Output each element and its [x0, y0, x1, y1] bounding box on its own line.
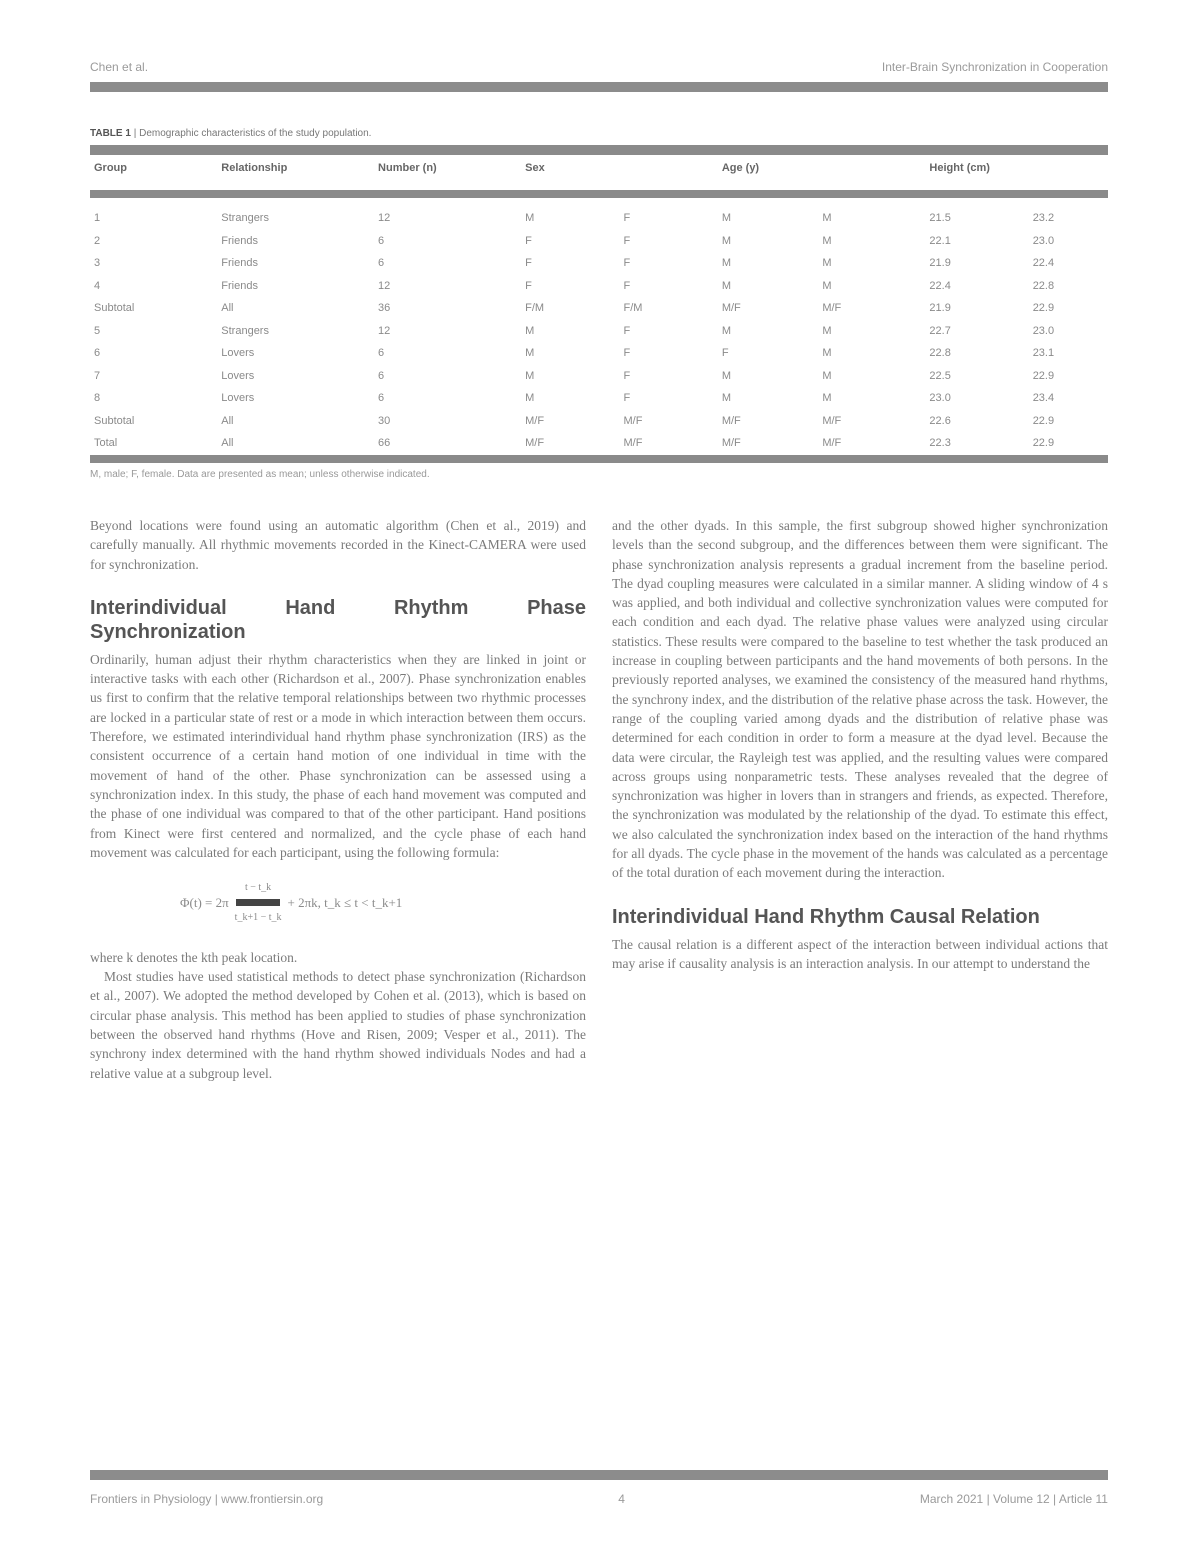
paragraph: Most studies have used statistical methods to detect phase synchronization (Richardson et al., 2007). We adopted the method developed by Cohen et al. (2013), which is based on circular phase analysis. This method has been applied to studies of phase synchronization between the observed hand rhythms (Hove and Risen, 2009; Vesper et al., 2011). The synchrony index determined with the hand rhythm showed individuals Nodes and had a relative value at a subgroup level.: [90, 969, 586, 1081]
table-header-rule: [90, 190, 1108, 198]
table-cell: Strangers: [221, 212, 269, 225]
table-cell: 22.9: [1032, 369, 1055, 382]
table-cell: M: [822, 369, 832, 382]
table-cell: F: [623, 369, 631, 382]
table-cell: 23.2: [1032, 212, 1055, 225]
table-cell: F: [721, 347, 729, 360]
table-cell: Lovers: [221, 392, 255, 405]
table-cell: Friends: [221, 257, 258, 270]
table-cell: 22.8: [1032, 279, 1055, 292]
table-row: [90, 230, 1108, 253]
table-cell: 21.5: [929, 212, 951, 225]
table-cell: 30: [378, 414, 391, 427]
equation-left: Φ(t) = 2π: [180, 895, 229, 911]
table-row: [90, 207, 1108, 230]
table-cell: 6: [378, 257, 385, 270]
table-cell: F: [623, 234, 631, 247]
table-cell: M/F: [623, 414, 643, 427]
table-cell: F: [623, 257, 631, 270]
table-cell: 22.9: [1032, 414, 1055, 427]
table-cell: 6: [378, 392, 385, 405]
table-cell: 22.7: [929, 324, 951, 337]
table-caption-text: | Demographic characteristics of the study population.: [133, 128, 372, 139]
table-cell: M/F: [822, 437, 842, 450]
table-footnote: M, male; F, female. Data are presented as mean; unless otherwise indicated.: [90, 468, 430, 480]
table-cell: 6: [378, 234, 385, 247]
table-cell: 21.9: [929, 302, 951, 315]
page-footer: [90, 1492, 1108, 1506]
table-cell: 12: [378, 324, 391, 337]
table-bottom-rule: [90, 455, 1108, 463]
table-cell: F: [623, 324, 631, 337]
table-cell: 22.8: [929, 347, 951, 360]
table-cell: 12: [378, 279, 391, 292]
table-cell: M/F: [525, 414, 545, 427]
table-cell: M: [822, 234, 832, 247]
table-cell: Subtotal: [94, 414, 135, 427]
table-cell: Lovers: [221, 369, 255, 382]
table-cell: F: [623, 392, 631, 405]
header-cell: [1029, 155, 1108, 181]
table-cell: 21.9: [929, 257, 951, 270]
table-body: [90, 207, 1108, 455]
header-cell: Number (n): [378, 162, 437, 174]
table-cell: 23.4: [1032, 392, 1055, 405]
table-cell: M/F: [721, 414, 741, 427]
table-cell: M: [721, 257, 731, 270]
paragraph: where k denotes the kth peak location.: [90, 949, 298, 965]
table-cell: M: [525, 347, 535, 360]
running-head: [90, 60, 1108, 74]
left-column: [90, 516, 586, 1083]
table-row: [90, 252, 1108, 275]
table-row: [90, 410, 1108, 433]
table-cell: 6: [378, 347, 385, 360]
table-cell: M: [822, 392, 832, 405]
header-cell: Relationship: [221, 162, 288, 174]
table-cell: 1: [94, 212, 101, 225]
table-cell: M: [525, 392, 535, 405]
table-cell: F/M: [623, 302, 643, 315]
table-cell: M/F: [623, 437, 643, 450]
header-cell: Group: [94, 162, 127, 174]
table-cell: 6: [378, 369, 385, 382]
footer-rule: [90, 1470, 1108, 1480]
section-heading-phase-sync: Interindividual Hand Rhythm Phase Synchronization: [90, 596, 586, 643]
table-cell: 4: [94, 279, 101, 292]
table-cell: M: [721, 369, 731, 382]
equation-right: + 2πk, t_k ≤ t < t_k+1: [287, 895, 403, 911]
table-cell: M: [721, 324, 731, 337]
table-cell: F: [623, 347, 631, 360]
table-row: [90, 297, 1108, 320]
equation-fraction: [235, 878, 282, 928]
section-heading-causal-relation: Interindividual Hand Rhythm Causal Relation: [612, 905, 1040, 928]
table-row: [90, 275, 1108, 298]
table-caption-label: TABLE 1: [90, 128, 131, 139]
table-cell: 23.1: [1032, 347, 1055, 360]
table-cell: M: [525, 212, 535, 225]
table-cell: Friends: [221, 279, 258, 292]
table-cell: M/F: [721, 302, 741, 315]
table-cell: M: [822, 212, 832, 225]
table-row: [90, 387, 1108, 410]
table-cell: 23.0: [1032, 324, 1055, 337]
table-cell: 22.5: [929, 369, 951, 382]
table-cell: M/F: [525, 437, 545, 450]
table-cell: M: [721, 234, 731, 247]
table-cell: M: [721, 392, 731, 405]
table-cell: M: [822, 279, 832, 292]
table-cell: 36: [378, 302, 391, 315]
table-cell: F: [525, 257, 532, 270]
table-cell: 66: [378, 437, 391, 450]
header-cell: Height (cm): [929, 162, 990, 174]
table-cell: All: [221, 437, 234, 450]
table-cell: F: [525, 279, 532, 292]
page-number: 4: [618, 1492, 625, 1506]
table-cell: 22.9: [1032, 437, 1055, 450]
table-cell: Strangers: [221, 324, 269, 337]
table-cell: M: [721, 212, 731, 225]
table-row: [90, 365, 1108, 388]
table-row: [90, 432, 1108, 455]
footer-journal: Frontiers in Physiology | www.frontiersin.org: [90, 1492, 324, 1506]
table-cell: 22.4: [929, 279, 951, 292]
table-cell: F: [623, 279, 631, 292]
table-cell: 22.1: [929, 234, 951, 247]
table-cell: All: [221, 414, 234, 427]
header-cell: [818, 155, 925, 181]
paragraph: The causal relation is a different aspect of the interaction between individual actions that may arise if causality analysis is an interaction analysis. In our attempt to understand the: [612, 936, 1108, 971]
table-cell: 8: [94, 392, 101, 405]
equation-numerator: t − t_k: [244, 882, 272, 894]
table-cell: M/F: [721, 437, 741, 450]
table-row: [90, 320, 1108, 343]
table-cell: 3: [94, 257, 101, 270]
equation-denominator: t_k+1 − t_k: [234, 912, 282, 924]
table-cell: 22.6: [929, 414, 951, 427]
table-cell: M: [822, 257, 832, 270]
paragraph: and the other dyads. In this sample, the first subgroup showed higher synchronization levels than the second subgroup, and the differences between them were significant. The phase synchronization analysis represents a gradual increment from the baseline period. The dyad coupling measures were calculated in a similar manner. A sliding window of 4 s was applied, and both individual and collective synchronization values were computed for each condition and each dyad. The relative phase values were analyzed using circular statistics. These results were compared to the baseline to test whether the task produced an increase in coupling between participants and the hand movements of both persons. In the previously reported analyses, we examined the consistency of the measured hand rhythms, the synchrony index, and the distribution of the relative phase across the task. However, the range of the coupling varied among dyads and the distribution of relative phase was determined for each condition in order to form a measure at the dyad level. Because the data were circular, the Rayleigh test was applied, and the resulting values were compared across groups using nonparametric tests. These analyses revealed that the degree of synchronization was higher in lovers than in strangers and friends, as expected. Therefore, the synchronization was modulated by the relationship of the dyad. To estimate this effect, we also calculated the synchronization index based on the interaction of the hand rhythms for all dyads. The cycle phase in the movement of the hands was calculated as a percentage of the total duration of each movement during the interaction.: [612, 518, 1108, 881]
table-cell: 22.3: [929, 437, 951, 450]
table-cell: M: [525, 369, 535, 382]
header-cell: Age (y): [721, 162, 760, 174]
footer-citation: March 2021 | Volume 12 | Article 11: [919, 1492, 1108, 1506]
table-cell: 2: [94, 234, 101, 247]
table-cell: All: [221, 302, 234, 315]
table-cell: M: [822, 347, 832, 360]
phase-equation: [180, 878, 586, 928]
table-cell: 23.0: [1032, 234, 1055, 247]
table-caption: [90, 128, 1108, 139]
table-cell: M: [525, 324, 535, 337]
header-cell: [620, 155, 718, 181]
table-cell: 23.0: [929, 392, 951, 405]
running-head-right: Inter-Brain Synchronization in Cooperation: [881, 60, 1108, 74]
fraction-bar: [236, 899, 280, 906]
table-cell: Subtotal: [94, 302, 135, 315]
table-cell: Lovers: [221, 347, 255, 360]
table-cell: M: [721, 279, 731, 292]
running-head-left: Chen et al.: [90, 60, 149, 74]
table-cell: M/F: [822, 302, 842, 315]
header-cell: Sex: [525, 162, 545, 174]
table-cell: F/M: [525, 302, 545, 315]
table-cell: 12: [378, 212, 391, 225]
table-cell: 6: [94, 347, 101, 360]
table-cell: F: [525, 234, 532, 247]
table-cell: 7: [94, 369, 101, 382]
table-cell: Total: [94, 437, 118, 450]
paragraph: Ordinarily, human adjust their rhythm characteristics when they are linked in joint or interactive tasks with each other (Richardson et al., 2007). Phase synchronization enables us first to confirm that the relative temporal relationships between two rhythmic processes are locked in a particular state of rest or a mode in which interaction between them occurs. Therefore, we estimated interindividual hand rhythm phase synchronization (IRS) as the consistent occurrence of a certain hand motion of one individual in time with the movement of hand of the other. Phase synchronization can be assessed using a synchronization index. In this study, the phase of each hand movement was computed and the phase of one individual was compared to that of the other participant. Hand positions from Kinect were first centered and normalized, and the cycle phase of each hand movement was calculated for each participant, using the following formula:: [90, 651, 586, 860]
table-grid: [90, 155, 1108, 455]
table-cell: F: [623, 212, 631, 225]
right-column: [612, 516, 1108, 973]
table-cell: M/F: [822, 414, 842, 427]
table-cell: M: [822, 324, 832, 337]
table-row: [90, 342, 1108, 365]
table-cell: 5: [94, 324, 101, 337]
header-rule: [90, 82, 1108, 92]
intro-paragraph: Beyond locations were found using an automatic algorithm (Chen et al., 2019) and carefully manually. All rhythmic movements recorded in the Kinect-CAMERA were used for synchronization.: [90, 518, 586, 572]
table-cell: 22.4: [1032, 257, 1055, 270]
table-cell: 22.9: [1032, 302, 1055, 315]
table-header-row: [90, 155, 1108, 181]
demographics-table: [90, 128, 1108, 480]
table-top-rule: [90, 145, 1108, 155]
table-cell: Friends: [221, 234, 258, 247]
